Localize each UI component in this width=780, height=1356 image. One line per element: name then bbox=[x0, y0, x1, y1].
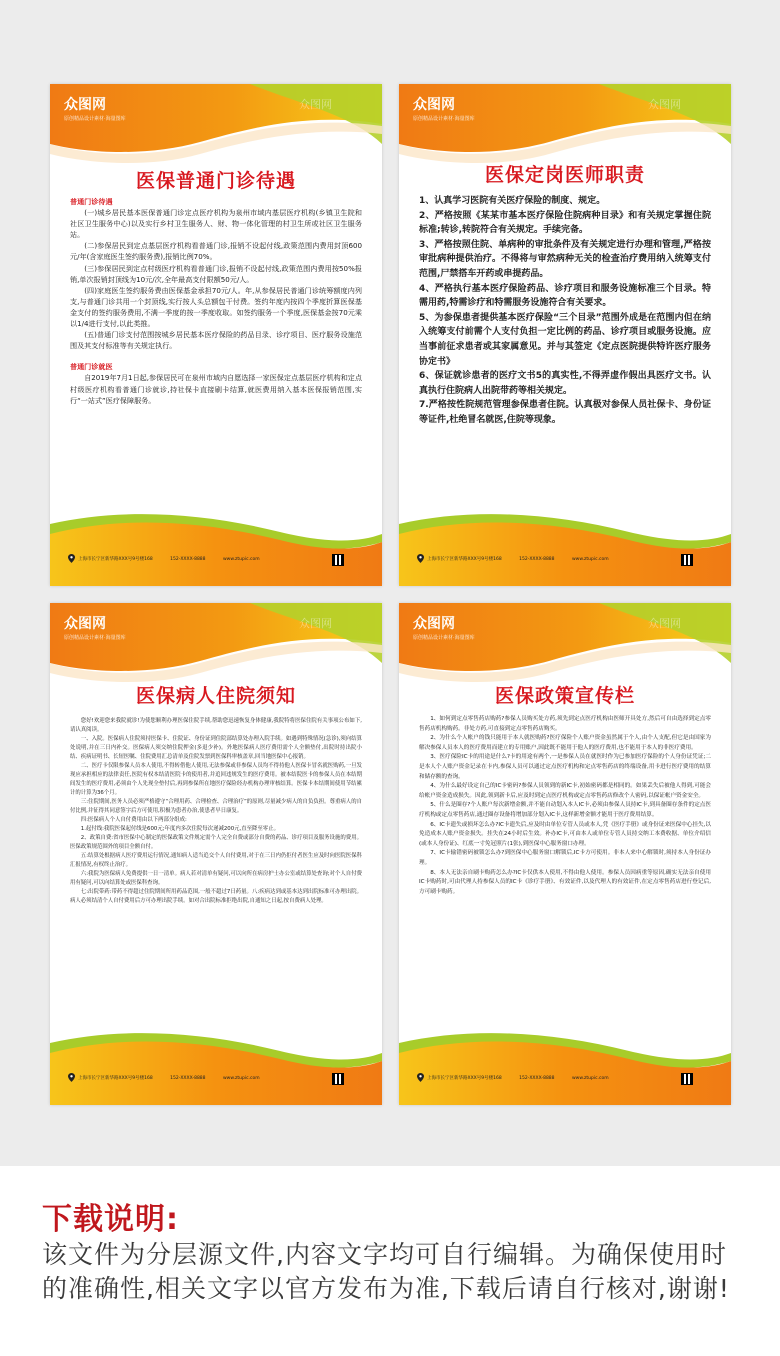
logo-text: 众图网 bbox=[413, 97, 455, 113]
paragraph: 3、医疗保险IC卡的用途是什么?卡的用途有两个,一是参保人员在就医时作为已参加医疗保险的个人身份证凭证;二是本人个人账户资金记录在卡内,参保人员可以通过定点医疗机构和定点零售药店的终端设备,用卡进行医疗费用的结算和储存额的查询。 bbox=[419, 754, 711, 780]
footer-website: www.ztupic.com bbox=[571, 1076, 609, 1081]
footer-contact bbox=[78, 1075, 260, 1081]
paragraph: 2、政策自费:省市医保中心制定的医保政策文件规定需个人完全自费或部分自费的药品、诊疗项目及服务设施的费用。医保政策规范围外的项目全额自付。 bbox=[70, 835, 362, 850]
paragraph: 1、如何到定点零售药店购药?参保人员购买处方药,须先到定点医疗机构由医师开具处方,然后可自由选择到定点零售药店机构购药。非处方药,可直接到定点零售药店购买。 bbox=[419, 716, 711, 732]
paragraph: 2、为什么个人帐户的钱只能用于本人就医购药?医疗保险个人账户资金虽然属于个人,由个人支配,但它是由国家为解决参保人员本人的医疗费用而建立的专用账户,因此既不能用于他人的医疗费用,也不能用于本人的非医疗费用。 bbox=[419, 735, 711, 751]
brand-logo bbox=[64, 613, 126, 639]
logo-text: 众图网 bbox=[64, 616, 106, 632]
footer-phone: 152-XXXX-8888 bbox=[519, 557, 555, 562]
watermark: 众图网 bbox=[648, 617, 681, 630]
qr-code-icon bbox=[681, 1073, 693, 1085]
location-pin-icon bbox=[68, 1073, 75, 1082]
paragraph: 6、IC卡遗失或损坏怎么办?IC卡遗失后,应及时由单位专管人员或本人,凭《医疗手册》或身份证来医保中心挂失,以免造成本人账户资金损失。挂失在24小时后生效。补办IC卡,可由本人或单位专管人员持交纳工本费收据、单位介绍信(或本人身份证)、红底一寸免冠照片(1张),到医保中心服务窗口办理。 bbox=[419, 821, 711, 847]
poster-title: 医保政策宣传栏 bbox=[494, 685, 635, 707]
paragraph: 三:住院期间,医务人员必须严格遵守“合理用药、合理检查、合理治疗”的原则,尽量减少病人的自负负担。尊重病人的自付比例,并征得其同意签字后方可使用,积极为患者办治,使患者早日康复。 bbox=[70, 799, 362, 814]
poster-title: 医保病人住院须知 bbox=[135, 685, 296, 707]
logo-subtitle: 原创精品设计素材·海量图库 bbox=[64, 635, 126, 641]
logo-subtitle: 原创精品设计素材·海量图库 bbox=[413, 116, 475, 122]
brand-logo bbox=[413, 94, 475, 120]
watermark: 众图网 bbox=[648, 98, 681, 111]
download-notes bbox=[0, 1166, 780, 1356]
duty-item: 4、严格执行基本医疗保险药品、诊疗项目和服务设施标准三个目录。特需用药,特需诊疗和特需服务设施符合有关要求。 bbox=[419, 283, 711, 309]
download-title: 下载说明: bbox=[42, 1202, 179, 1237]
watermark: 众图网 bbox=[299, 98, 332, 111]
paragraph: (四)家庭医生签约服务费由医保基金承担70元/人。年,从参保居民普通门诊统筹额度内列支,与普通门诊共用一个封顶线,实行按人头总额包干付费。签约年度内按四个季度折算医保基金支付的签约服务费用,不满一季度的按一季度收取。如签约服务一个季度,医保基金按70元乘以1/4进行支付,以此类推。 bbox=[70, 285, 362, 329]
footer-contact bbox=[427, 556, 609, 562]
download-text: 该文件为分层源文件,内容文字均可自行编辑。为确保使用时的准确性,相关文字以官方发布为准,下载后请自行核对,谢谢! bbox=[42, 1240, 730, 1303]
paragraph: 1.起付线:我院医保起付线是600元;年度内多次住院每次递减200元,直至降至零止。 bbox=[80, 826, 279, 832]
duty-item: 7.严格按性院规范管理参保患者住院。认真极对参保人员社保卡、身份证等证件,杜绝冒名就医,住院等现象。 bbox=[419, 400, 711, 425]
qr-code-icon bbox=[332, 1073, 344, 1085]
footer-phone: 152-XXXX-8888 bbox=[170, 557, 206, 562]
paragraph: (二)参保居民到定点基层医疗机构看普通门诊,报销不设起付线,政策范围内费用封顶600元/年(含家庭医生签约服务费),报销比例70%。 bbox=[70, 241, 362, 262]
footer-address: 上海市长宁区新华路XXX号9号楼168 bbox=[78, 557, 153, 562]
poster-policy-board bbox=[399, 603, 731, 1105]
paragraph: (三)参保居民到定点村级医疗机构看普通门诊,报销不设起付线,政策范围内费用按50%报销,单次报销封顶线为10元/次,全年最高支付限额50元/人。 bbox=[70, 263, 362, 284]
paragraph: 五:结算处根据病人医疗费用运行情况,通知病人适当追交个人自付费用,对于在三日内仍拒付者医生应及时向医院医保科汇报情况,有权终止治疗。 bbox=[70, 853, 362, 868]
poster-body bbox=[419, 194, 711, 428]
logo-text: 众图网 bbox=[64, 97, 106, 113]
poster-title: 医保普通门诊待遇 bbox=[135, 170, 296, 192]
paragraph: (五)普通门诊支付范围按城乡居民基本医疗保险的药品目录、诊疗项目、医疗服务设施范围及其支付标准等有关规定执行。 bbox=[70, 330, 362, 351]
location-pin-icon bbox=[417, 554, 424, 563]
duty-item: 3、严格按照住院、单病种的审批条件及有关规定进行办理和管理,严格按审批病种提供治疗。不得将与审然病种无关的检查治疗费用纳入统筹支付范围,尸禁搭车开药或串提药品。 bbox=[419, 239, 711, 279]
paragraph: 5、什么是圈存?个人账户每次新增金额,并不能自动划入本人IC卡,必须由参保人员持IC卡,到具备圈存条件的定点医疗机构或定点零售药店,通过圈存设备将增加部分划入IC卡,这样新增金额才能用于医疗费用结算。 bbox=[419, 802, 711, 818]
paragraph: 8、本人无法亲自刷卡购药怎么办?IC卡仅供本人使用,不得由他人使用。参保人员因病重等原因,确实无法亲自使用IC卡购药时,可由代理人持参保人员的IC卡《诊疗手册》、有效证件,以及代理人的有效证件,在定点零售药店进行登记后,方可刷卡购药。 bbox=[419, 869, 711, 895]
footer-contact bbox=[427, 1075, 609, 1081]
paragraph: 七:出院带药:带药不得超过住院期间所用药品范围,一般不超过7日药量。八:疾病达到或基本达到出院标准可办理出院。病人必须结清个人自付费用后方可办理出院手续。如对合出院标准拒绝出院,自通知之日起,按自费病人处理。 bbox=[70, 889, 362, 904]
duty-item: 5、为参保患者提供基本医疗保险“三个目录”范围外成是在范围内但在纳入统筹支付前需个人支付负担一定比例的药品、诊疗项目或服务设施。应当事前征求患者或其家属意见。并与其签定《定点医院提供特许医疗服务协定书》 bbox=[419, 312, 711, 367]
paragraph: 您好!欢迎您来我院就诊!为使您顺利办理医保住院手续,帮助您迅速恢复身体健康,我院特将医保住院有关事项公布如下,请认真阅读。 bbox=[70, 718, 362, 733]
footer-website: www.ztupic.com bbox=[222, 557, 260, 562]
footer-website: www.ztupic.com bbox=[571, 557, 609, 562]
logo-subtitle: 原创精品设计素材·海量图库 bbox=[64, 116, 126, 122]
paragraph: 六:我院为医保病人免费提供一日一清单。病人若对清单有疑问,可以向所在病房护士办公室或结算处查询;对个人自付费用有疑问,可以向结算处或医保科查询。 bbox=[70, 871, 362, 886]
qr-code-icon bbox=[332, 554, 344, 566]
qr-code-icon bbox=[681, 554, 693, 566]
logo-subtitle: 原创精品设计素材·海量图库 bbox=[413, 635, 475, 641]
location-pin-icon bbox=[417, 1073, 424, 1082]
poster-outpatient-benefits bbox=[50, 84, 382, 586]
location-pin-icon bbox=[68, 554, 75, 563]
footer-phone: 152-XXXX-8888 bbox=[170, 1076, 206, 1081]
brand-logo bbox=[64, 94, 126, 120]
logo-text: 众图网 bbox=[413, 616, 455, 632]
footer-contact bbox=[78, 556, 260, 562]
paragraph: 自2019年7月1日起,参保居民可在泉州市域内自愿选择一家医保定点基层医疗机构和定点村级医疗机构看普通门诊就诊,持社保卡直接刷卡结算,就医费用纳入基本医保报销范围,实行“一站式”医疗保障服务。 bbox=[70, 373, 362, 405]
poster-doctor-duties bbox=[399, 84, 731, 586]
poster-body bbox=[70, 196, 362, 406]
footer-phone: 152-XXXX-8888 bbox=[519, 1076, 555, 1081]
poster-body bbox=[419, 715, 711, 897]
paragraph: 二、医疗卡仅限参保人员本人使用,不得转借他人使用,无法参保或非参保人员均不得持他人医保卡冒名就医购药,一旦发现应承担相应的法律责任,医院有权本结清医院卡的使用者,并追回违规发生的医疗费用。被本结院医卡的参保人员在本结期间发生的医疗费用,必须由个人先现全垫付后,再到参保所在地医疗保险经办机构办理审核结算。医保卡本结期间使用节结累计的计算为36个月。 bbox=[70, 763, 362, 796]
brand-logo bbox=[413, 613, 475, 639]
duty-item: 6、保证就诊患者的医疗文书5的真实性,不得弄虚作假出具医疗文书。认真执行住院病人出院带药等相关规定。 bbox=[419, 371, 711, 396]
section-heading: 普通门诊待遇 bbox=[70, 197, 113, 206]
watermark: 众图网 bbox=[299, 617, 332, 630]
paragraph: 一、入院。医保病人住院须持医保卡、住院证、身份证到住院部结算处办理入院手续。如遇到特殊情况(急诊),须向结算处说明,并在三日内补交。医保病人须交纳住院押金(多退少补)。外地医保病人医疗费用需个人全额垫付,出院时持出院小结、疾病证明书、长短医嘱、住院费用汇总清单及住院发票到医保科审核盖章,回当地医保中心报销。 bbox=[70, 736, 362, 760]
poster-body bbox=[70, 717, 362, 906]
footer-address: 上海市长宁区新华路XXX号9号楼168 bbox=[427, 557, 502, 562]
section-heading: 普通门诊就医 bbox=[70, 362, 113, 372]
poster-title: 医保定岗医师职责 bbox=[484, 164, 645, 186]
footer-address: 上海市长宁区新华路XXX号9号楼168 bbox=[427, 1076, 502, 1081]
paragraph: 7、IC卡输错密码被锁怎么办?到医保中心服务窗口解锁后,IC卡方可使用。非本人来中心解锁时,须持本人身份证办理。 bbox=[419, 850, 711, 866]
poster-inpatient-notice bbox=[50, 603, 382, 1105]
paragraph: (一)城乡居民基本医保普通门诊定点医疗机构为泉州市域内基层医疗机构(乡镇卫生院和社区卫生服务中心)以及实行乡村卫生服务人、财、物一体化管理的村卫生所或社区卫生服务站。 bbox=[70, 208, 362, 240]
footer-address: 上海市长宁区新华路XXX号9号楼168 bbox=[78, 1076, 153, 1081]
paragraph: 四:医保病人个人自付费用由以下两部分组成: bbox=[80, 817, 187, 823]
duty-item: 1、认真学习医院有关医疗保险的制度、规定。 bbox=[419, 196, 606, 206]
footer-website: www.ztupic.com bbox=[222, 1076, 260, 1081]
duty-item: 2、严格按照《某某市基本医疗保险住院病种目录》和有关规定掌握住院标准;转诊,转院符合有关规定。手续完备。 bbox=[419, 210, 711, 236]
paragraph: 4、为什么最好设定自己的IC卡密码?参保人员领到的新IC卡,初始密码都是相同的。如果丢失后被他人得到,可能会给帐户资金造成损失。因此,领到新卡后,应及时到定点医疗机构或定点零售药店修改个人密码,以保证帐户资金安全。 bbox=[419, 783, 711, 799]
